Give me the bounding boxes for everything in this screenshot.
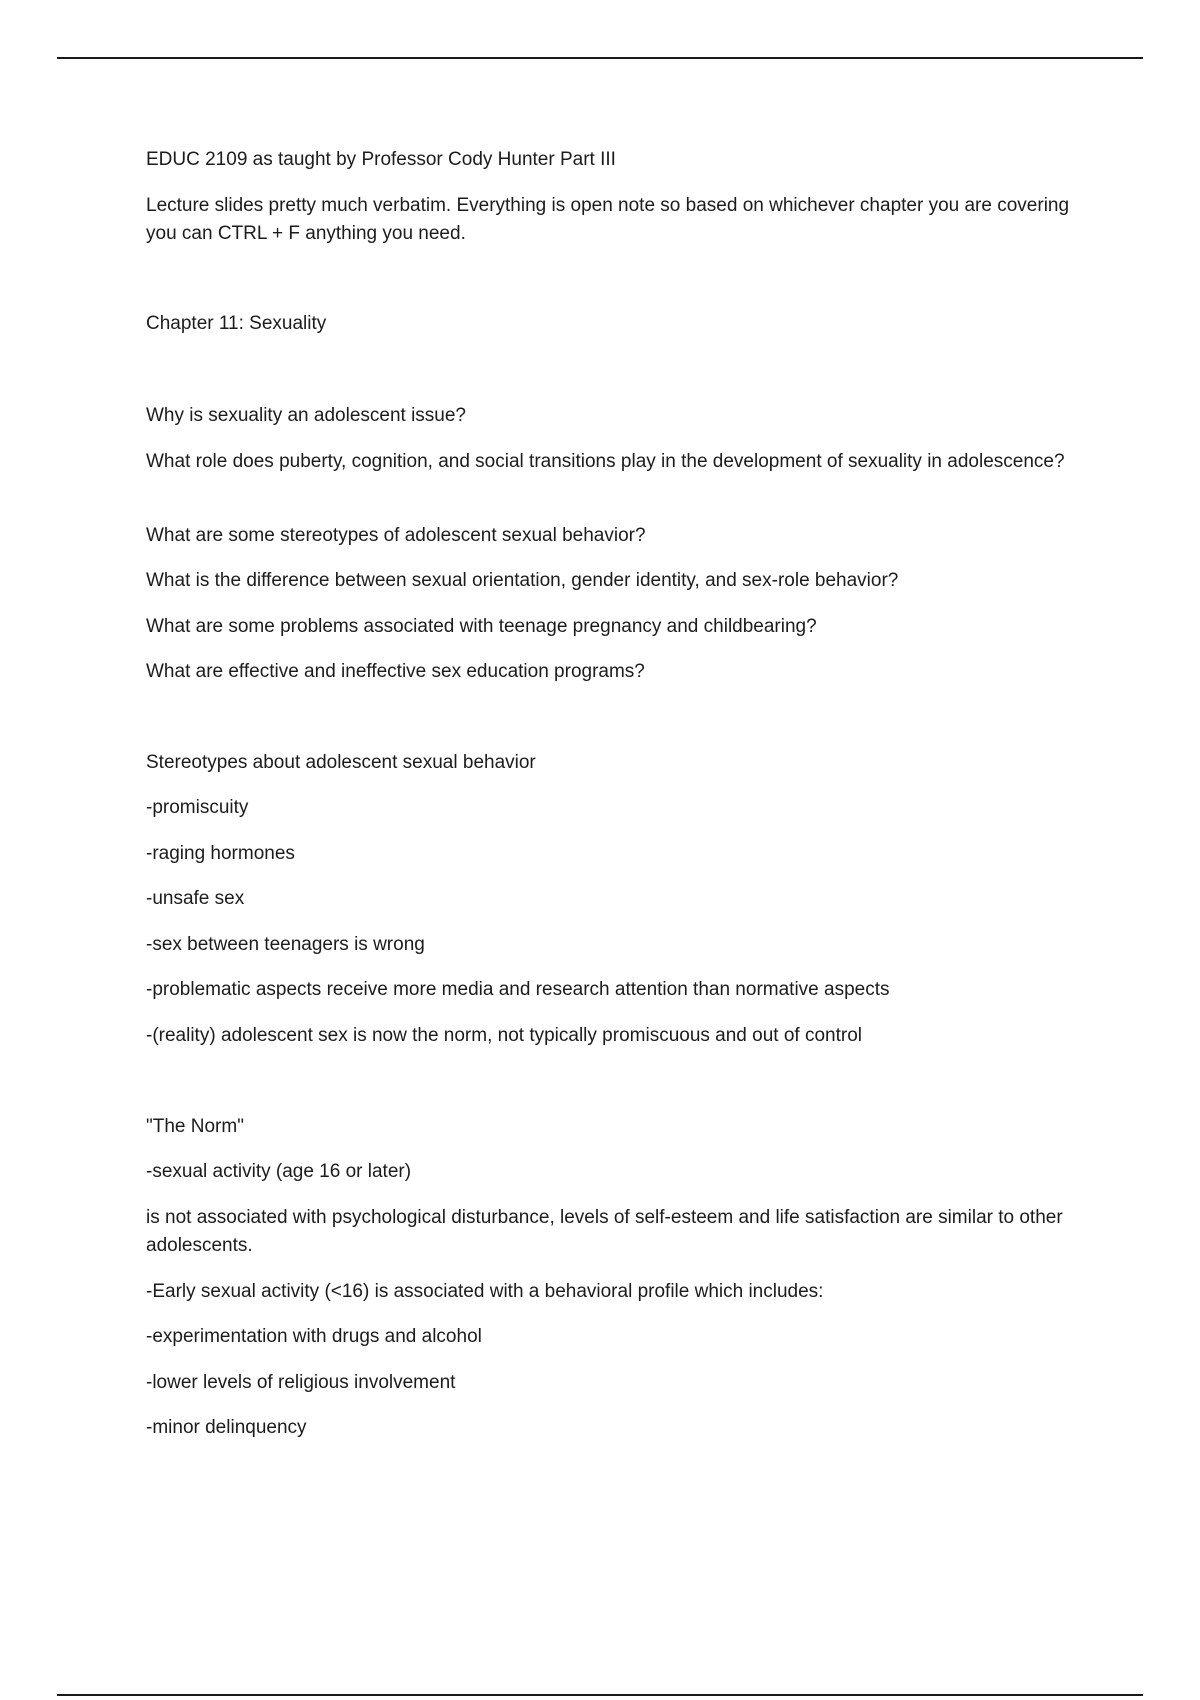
intro-paragraph: Lecture slides pretty much verbatim. Everything is open note so based on whichever chapter you are covering you can CTRL + F anything you need. — [146, 195, 1070, 244]
top-rule — [57, 57, 1143, 59]
chapter-title: Chapter 11: Sexuality — [146, 313, 327, 334]
bottom-rule — [57, 1694, 1143, 1696]
question-item: What role does puberty, cognition, and social transitions play in the development of sexuality in adolescence? — [146, 451, 1065, 472]
question-item: What are effective and ineffective sex education programs? — [146, 661, 645, 682]
norm-item: is not associated with psychological disturbance, levels of self-esteem and life satisfaction are similar to other adolescents. — [146, 1207, 1063, 1256]
norm-item: -experimentation with drugs and alcohol — [146, 1326, 482, 1347]
stereotype-item: -promiscuity — [146, 797, 249, 818]
norm-item: -lower levels of religious involvement — [146, 1372, 456, 1393]
norm-item: -Early sexual activity (<16) is associated with a behavioral profile which includes: — [146, 1281, 824, 1302]
question-item: What are some problems associated with teenage pregnancy and childbearing? — [146, 616, 817, 637]
norm-item: -sexual activity (age 16 or later) — [146, 1161, 412, 1182]
question-item: What is the difference between sexual orientation, gender identity, and sex-role behavior? — [146, 570, 899, 591]
norm-item: -minor delinquency — [146, 1417, 307, 1438]
stereotype-item: -problematic aspects receive more media and research attention than normative aspects — [146, 979, 890, 1000]
norm-heading: "The Norm" — [146, 1116, 244, 1137]
question-item: Why is sexuality an adolescent issue? — [146, 405, 466, 426]
document-header: EDUC 2109 as taught by Professor Cody Hunter Part III — [146, 149, 616, 170]
stereotype-item: -raging hormones — [146, 843, 295, 864]
stereotypes-heading: Stereotypes about adolescent sexual behavior — [146, 752, 536, 773]
stereotype-item: -sex between teenagers is wrong — [146, 934, 425, 955]
question-item: What are some stereotypes of adolescent sexual behavior? — [146, 525, 646, 546]
stereotype-item: -(reality) adolescent sex is now the norm, not typically promiscuous and out of control — [146, 1025, 862, 1046]
stereotype-item: -unsafe sex — [146, 888, 245, 909]
